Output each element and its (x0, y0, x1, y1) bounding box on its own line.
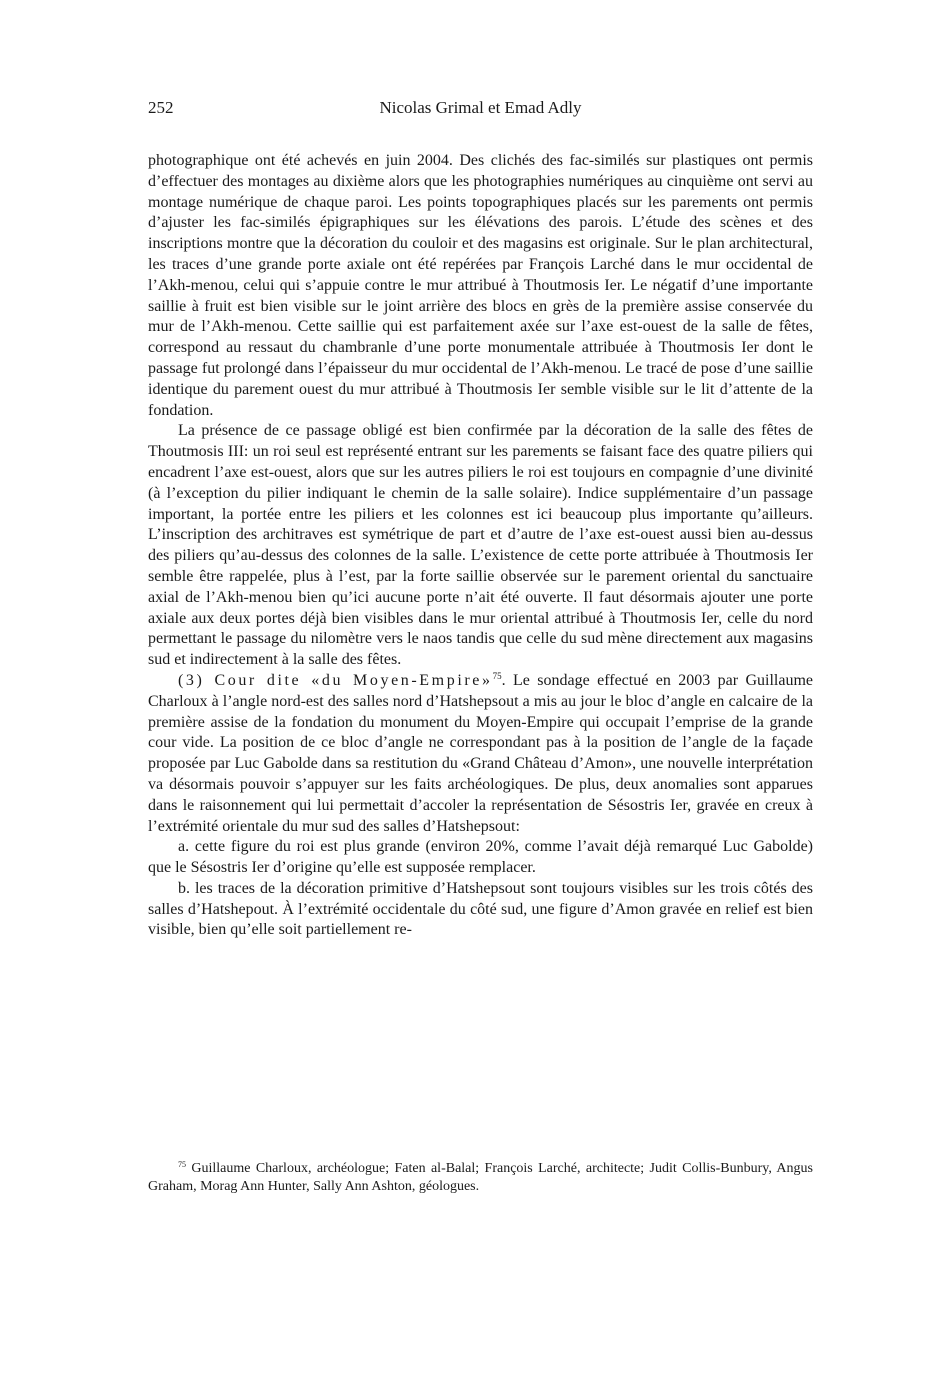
footnote-text: Guillaume Charloux, archéologue; Faten al-Balal; François Larché, architecte; Judit Collis-Bunbury, Angus Graham, Morag Ann Hunter, Sally Ann Ashton, géologues. (148, 1161, 813, 1194)
paragraph-1: photographique ont été achevés en juin 2004. Des clichés des fac-similés sur plastiques ont permis d’effectuer des montages au dixième alors que les photographies numériques au cinquième ont servi au montage numérique de chaque paroi. Les points topographiques placés sur les parements ont permis d’ajuster les fac-similés épigraphiques sur les élévations des parois. L’étude des scènes et des inscriptions montre que la décoration du couloir et des magasins est originale. Sur le plan architectural, les traces d’une grande porte axiale ont été repérées par François Larché dans le mur occidental de l’Akh-menou, celui qui s’appuie contre le mur attribué à Thoutmosis Ier. Le négatif d’une importante saillie à fruit est bien visible sur le joint arrière des blocs en grès de la première assise conservée du mur de l’Akh-menou. Cette saillie qui est parfaitement axée sur l’axe est-ouest de la salle de fêtes, correspond au ressaut du chambranle d’une porte monumentale attribuée à Thoutmosis Ier dont le passage fut prolongé dans l’épaisseur du mur occidental de l’Akh-menou. Le tracé de pose d’une saillie identique du parement ouest du mur attribué à Thoutmosis Ier semble visible sur le lit d’attente de la fondation. (148, 152, 813, 419)
footnotes (148, 1160, 813, 1196)
page-number: 252 (148, 98, 174, 117)
page-header (148, 98, 813, 122)
footnote-75 (148, 1160, 813, 1196)
footnote-number: 75 (178, 1160, 186, 1169)
list-item-a: a. cette figure du roi est plus grande (environ 20%, comme l’avait déjà remarqué Luc Gabolde) que le Sésostris Ier d’origine qu’elle est supposée remplacer. (148, 838, 813, 877)
paragraph-3-text: . Le sondage effectué en 2003 par Guillaume Charloux à l’angle nord-est des salles nord d’Hatshepsout a mis au jour le bloc d’angle en calcaire de la première assise de la fondation du monument du Moyen-Empire qui occupait l’emprise de la grande cour vide. La position de ce bloc d’angle ne correspondant pas à la position de l’angle de la façade proposée par Luc Gabolde dans sa restitution du «Grand Château d’Amon», une nouvelle interprétation va désormais pouvoir s’appuyer sur les faits archéologiques. De plus, deux anomalies sont apparues dans le raisonnement qui lui permettait d’accoler la représentation de Sésostris Ier, gravée en creux à l’extrémité orientale du mur sud des salles d’Hatshepsout: (148, 671, 814, 835)
footnote-ref-75: 75 (492, 670, 502, 681)
list-item-b: b. les traces de la décoration primitive d’Hatshepsout sont toujours visibles sur les trois côtés des salles d’Hatshepout. À l’extrémité occidentale du côté sud, une figure d’Amon gravée en relief est bien visible, bien qu’elle soit partiellement re- (148, 879, 813, 939)
section-heading-cour: (3) Cour dite «du Moyen-Empire» (178, 671, 493, 689)
running-title: Nicolas Grimal et Emad Adly (379, 98, 582, 117)
paragraph-2: La présence de ce passage obligé est bien confirmée par la décoration de la salle des fêtes de Thoutmosis III: un roi seul est représenté entrant sur les parements se faisant face des quatre piliers qui encadrent l’axe est-ouest, alors que sur les autres piliers le roi est toujours en compagnie d’une divinité (à l’exception du pilier indiquant le chemin de la salle solaire). Indice supplémentaire d’un passage important, la portée entre les piliers et les colonnes est ici beaucoup plus importante qu’ailleurs. L’inscription des architraves est symétrique de part et d’autre de l’axe est-ouest aussi bien au-dessus des piliers qu’au-dessus des colonnes de la salle. L’existence de cette porte attribuée à Thoutmosis Ier semble être rappelée, plus à l’est, par la forte saillie observée sur le parement oriental du sanctuaire axial de l’Akh-menou bien qu’ici aucune porte n’ait été ouverte. Il faut désormais ajouter une porte axiale aux deux portes déjà bien visibles dans le mur oriental attribué à Thoutmosis Ier, celle du nord permettant le passage du nilomètre vers le naos tandis que celle du sud mène directement aux magasins sud et indirectement à la salle des fêtes. (148, 422, 813, 669)
main-text (148, 151, 813, 941)
paragraph-3 (148, 671, 813, 837)
